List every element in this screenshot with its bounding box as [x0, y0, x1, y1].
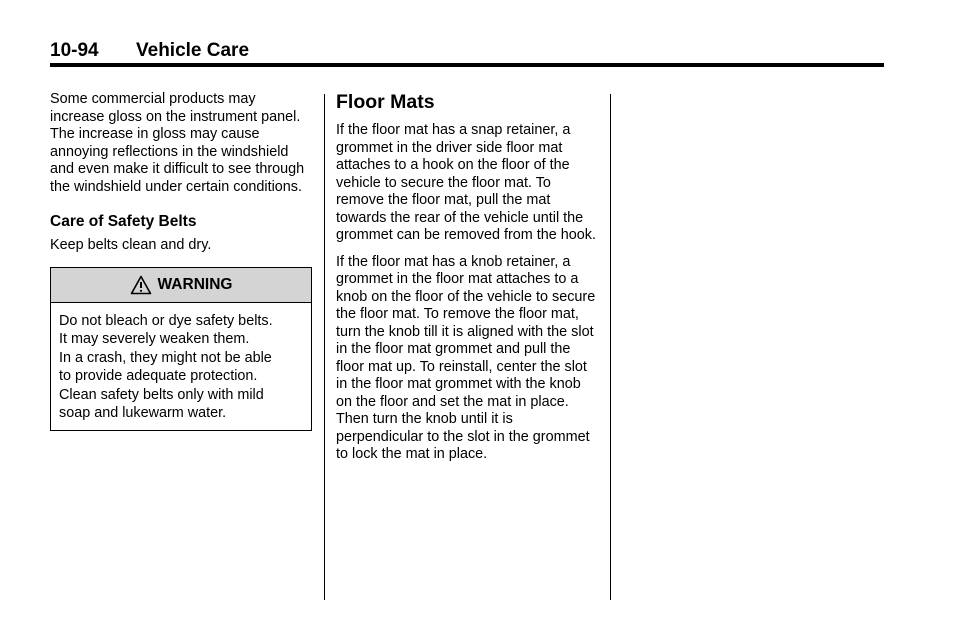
intro-paragraph: Some commercial products may increase gloss on the instrument panel. The increase in gloss may cause annoying reflections in the windshield and even make it difficult to see through the windshield under certain conditions.: [50, 91, 305, 195]
warning-line: It may severely weaken them.: [59, 331, 250, 348]
warning-line: In a crash, they might not be able: [59, 349, 272, 366]
floor-mats-paragraph-snap: If the floor mat has a snap retainer, a grommet in the driver side floor mat attaches to a hook on the floor of the vehicle to secure the floor mat. To remove the floor mat, pull the mat towards the rear of the vehicle until the grommet can be removed from the hook.: [336, 122, 596, 243]
section-title: Vehicle Care: [136, 40, 250, 61]
column-divider-right: [610, 94, 611, 600]
floor-mats-heading: Floor Mats: [336, 91, 435, 113]
warning-line: Do not bleach or dye safety belts.: [59, 312, 273, 329]
middle-column: [336, 91, 598, 464]
floor-mats-paragraph-knob: If the floor mat has a knob retainer, a grommet in the floor mat attaches to a knob on the floor of the vehicle to secure the floor mat. To remove the floor mat, turn the knob till it is aligned with the slot in the floor mat grommet and pull the floor mat up. To reinstall, center the slot in the floor mat grommet with the knob on the floor and set the mat in place. Then turn the knob until it is perpendicular to the slot in the grommet to lock the mat in place.: [336, 253, 596, 462]
warning-line: to provide adequate protection.: [59, 368, 258, 385]
warning-box: [50, 267, 312, 432]
warning-header: [51, 268, 311, 303]
safety-belts-heading: Care of Safety Belts: [50, 213, 197, 230]
warning-triangle-icon: [130, 275, 152, 295]
warning-line: soap and lukewarm water.: [59, 405, 227, 422]
left-column: [50, 91, 312, 431]
header-rule: [50, 63, 884, 67]
safety-belts-text: Keep belts clean and dry.: [50, 237, 212, 253]
warning-body: [51, 303, 311, 431]
page-number: 10-94: [50, 40, 99, 61]
warning-line: Clean safety belts only with mild: [59, 386, 264, 403]
warning-label: WARNING: [157, 275, 233, 293]
column-divider-left: [324, 94, 325, 600]
